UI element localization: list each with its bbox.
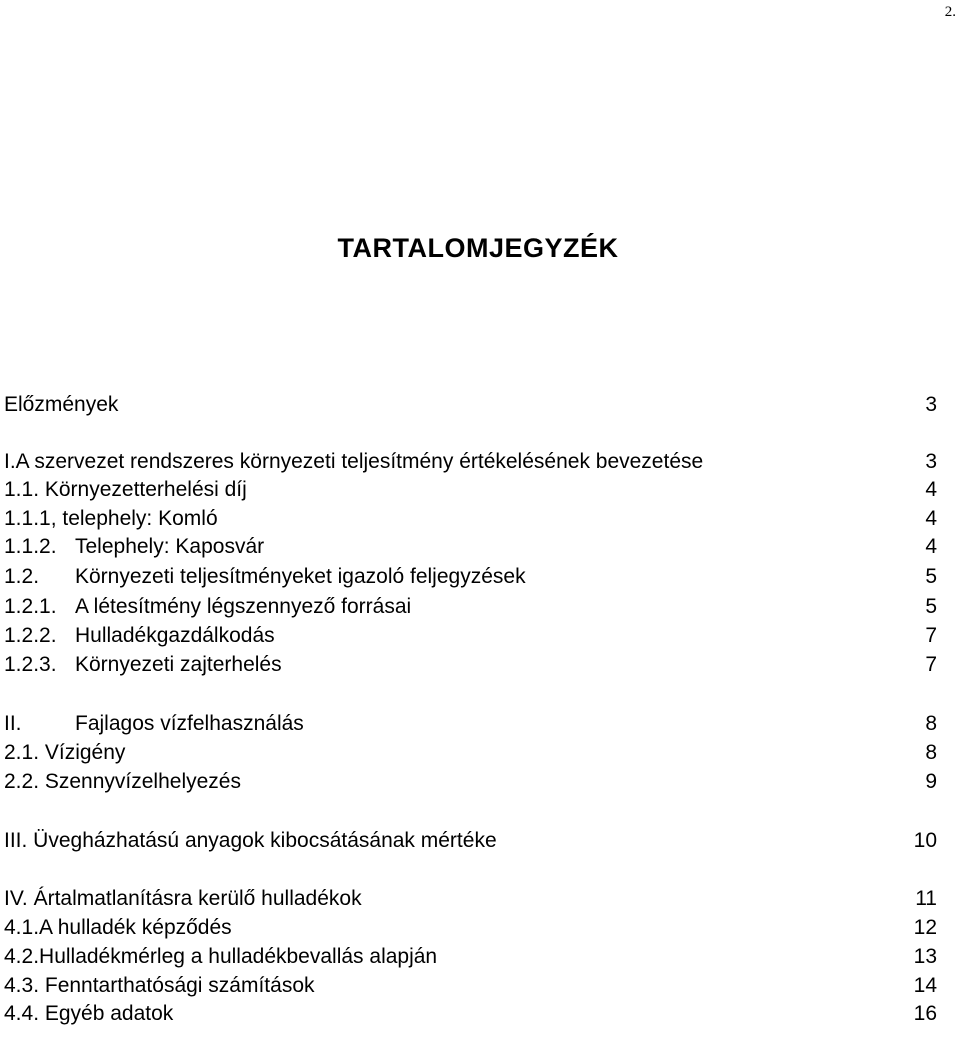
toc-entry-title: 1.1.1, telephely: Komló — [4, 507, 218, 530]
toc-entry-page: 5 — [925, 595, 937, 618]
toc-entry — [4, 767, 937, 797]
toc-entry-number: 1.2.3. — [4, 653, 57, 676]
toc-entry-page: 8 — [925, 741, 937, 764]
toc-entry — [4, 447, 937, 477]
toc-entry-number: 1.2.2. — [4, 624, 57, 647]
toc-entry-page: 3 — [925, 450, 937, 473]
toc-entry-title: 2.1. Vízigény — [4, 741, 126, 764]
toc-entry — [4, 504, 937, 534]
toc-entry — [4, 709, 937, 739]
toc-entry-title: 4.1.A hulladék képződés — [4, 916, 232, 939]
toc-entry-title: Fajlagos vízfelhasználás — [75, 712, 304, 735]
toc-entry-page: 11 — [915, 887, 937, 910]
toc-entry — [4, 971, 937, 1001]
toc-entry-title: A létesítmény légszennyező forrásai — [75, 595, 412, 618]
toc-entry-number: II. — [4, 712, 22, 735]
toc-entry-number: 1.2.1. — [4, 595, 57, 618]
toc-entry-page: 12 — [913, 916, 937, 939]
toc-entry-title: 4.2.Hulladékmérleg a hulladékbevallás alapján — [4, 945, 438, 968]
toc-entry — [4, 913, 937, 943]
toc-entry-title: 2.2. Szennyvízelhelyezés — [4, 770, 241, 793]
toc-entry-title: 4.4. Egyéb adatok — [4, 1002, 174, 1025]
toc-entry-title: Környezeti teljesítményeket igazoló feljegyzések — [75, 565, 526, 588]
toc-entry-title: I.A szervezet rendszeres környezeti teljesítmény értékelésének bevezetése — [4, 450, 704, 473]
toc-entry-title: IV. Ártalmatlanításra kerülő hulladékok — [4, 887, 362, 910]
toc-entry — [4, 475, 937, 505]
toc-entry-page: 4 — [925, 478, 937, 501]
toc-entry — [4, 592, 937, 622]
toc-entry-number: 1.2. — [4, 565, 40, 588]
toc-entry-page: 3 — [925, 393, 937, 416]
toc-entry — [4, 942, 937, 972]
toc-entry — [4, 826, 937, 856]
toc-entry-page: 13 — [913, 945, 937, 968]
toc-entry-number: 1.1.2. — [4, 535, 57, 558]
toc-entry-page: 14 — [913, 974, 937, 997]
toc-entry-title: Környezeti zajterhelés — [75, 653, 282, 676]
page-title: TARTALOMJEGYZÉK — [337, 233, 619, 263]
toc-entry-title: 4.3. Fenntarthatósági számítások — [4, 974, 315, 997]
toc-entry — [4, 884, 937, 914]
toc-entry-page: 4 — [925, 507, 937, 530]
toc-entry-page: 16 — [913, 1002, 937, 1025]
toc-entry — [4, 738, 937, 768]
toc-entry — [4, 621, 937, 651]
toc-entry — [4, 532, 937, 562]
toc-entry-title: III. Üvegházhatású anyagok kibocsátásának mértéke — [4, 829, 497, 852]
toc-entry-page: 9 — [925, 770, 937, 793]
toc-entry-page: 4 — [925, 535, 937, 558]
toc-entry-page: 8 — [925, 712, 937, 735]
toc-entry-title: Előzmények — [4, 393, 119, 416]
toc-entry-page: 10 — [913, 829, 937, 852]
toc-entry — [4, 390, 937, 420]
page-number: 2. — [944, 4, 956, 20]
toc-entry-page: 7 — [925, 624, 937, 647]
toc-entry — [4, 562, 937, 592]
toc-entry-title: Hulladékgazdálkodás — [75, 624, 275, 647]
toc-entry-page: 7 — [925, 653, 937, 676]
toc-entry-page: 5 — [925, 565, 937, 588]
toc-entry — [4, 999, 937, 1029]
toc-entry-title: Telephely: Kaposvár — [75, 535, 265, 558]
toc-entry-title: 1.1. Környezetterhelési díj — [4, 478, 247, 501]
toc-entry — [4, 650, 937, 680]
